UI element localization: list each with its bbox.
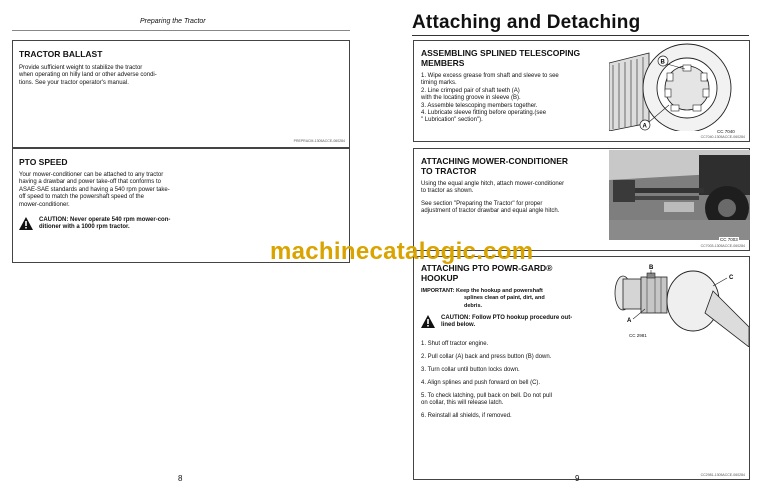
caution-line: CAUTION: Never operate 540 rpm mower-con- <box>39 217 171 223</box>
page-number: 9 <box>575 474 580 483</box>
step-line: 6. Reinstall all shields, if removed. <box>421 412 512 419</box>
title-line: HOOKUP <box>421 273 459 283</box>
step-line: 3. Assemble telescoping members together. <box>421 102 538 109</box>
step-line: 4. Lubricate sleeve fitting before operating.(see <box>421 110 547 117</box>
body-line: See section "Preparing the Tractor" for proper <box>421 200 543 207</box>
body-line: Provide sufficient weight to stabilize the tractor <box>19 65 143 71</box>
section-title <box>421 48 580 68</box>
body-line: tions. See your tractor operator's manual. <box>19 79 129 86</box>
step-list <box>421 341 621 426</box>
step-line: 3. Turn collar until button locks down. <box>421 366 520 373</box>
step-line: 5. To check latching, pull back on bell. Do not pull <box>421 392 552 399</box>
body-line: Using the equal angle hitch, attach mower-conditioner <box>421 181 565 187</box>
doc-code: CC7003-1305ACCE-060284 <box>700 244 745 248</box>
section-body <box>421 181 611 216</box>
figure-label: CC 2981 <box>629 333 647 338</box>
callout-b: B <box>660 59 665 66</box>
figure-label: CC 7040 <box>717 129 735 134</box>
caution-block <box>421 315 572 330</box>
title-line: TO TRACTOR <box>421 166 477 176</box>
doc-code: CC2981-1305ACCE-060284 <box>700 473 745 477</box>
page-title: Attaching and Detaching <box>412 12 641 33</box>
title-line: ASSEMBLING SPLINED TELESCOPING <box>421 48 581 58</box>
step-line: on collar, this will release latch. <box>421 400 504 407</box>
doc-code: CC7040-1305ACCE-060284 <box>700 135 745 139</box>
callout-a: A <box>627 318 632 324</box>
caution-line: ditioner with a 1000 rpm tractor. <box>39 224 130 231</box>
tractor-hitch-photo <box>609 150 750 240</box>
warning-icon <box>19 217 33 230</box>
important-note <box>421 288 611 310</box>
step-line: 2. Line crimped pair of shaft teeth (A) <box>421 87 520 94</box>
important-line: splines clean of paint, dirt, and <box>464 295 545 302</box>
section-title <box>421 156 568 176</box>
step-line: 2. Pull collar (A) back and press button (B) down. <box>421 353 552 360</box>
step-line: 1. Wipe excess grease from shaft and sleeve to see <box>421 73 559 79</box>
caution-block <box>19 217 170 232</box>
step-line: timing marks. <box>421 80 457 87</box>
step-line: " Lubrication" section"). <box>421 117 483 124</box>
callout-b: B <box>649 265 654 271</box>
pto-hookup-section <box>413 256 750 480</box>
important-line: IMPORTANT: Keep the hookup and powershaft <box>421 288 543 294</box>
caution-line: CAUTION: Follow PTO hookup procedure out- <box>441 315 573 321</box>
section-body <box>19 172 229 209</box>
step-line: with the locating groove in sleeve (B). <box>421 95 521 102</box>
body-line: adjustment of tractor drawbar and equal angle hitch. <box>421 208 560 215</box>
splined-section <box>413 40 750 142</box>
body-line: off speed to match the powershaft speed of the <box>19 194 144 201</box>
section-title <box>421 263 552 283</box>
body-line: mower-conditioner. <box>19 201 70 208</box>
title-line: MEMBERS <box>421 58 465 68</box>
body-line: to tractor as shown. <box>421 188 474 195</box>
running-head: Preparing the Tractor <box>140 18 206 25</box>
callout-c: C <box>729 275 734 281</box>
step-line: 1. Shut off tractor engine. <box>421 341 489 347</box>
caution-line: lined below. <box>441 322 476 329</box>
body-line: having a drawbar and power take-off that conforms to <box>19 179 161 186</box>
header-rule <box>12 30 350 31</box>
attaching-section <box>413 148 750 251</box>
body-line: Your mower-conditioner can be attached to any tractor <box>19 172 164 178</box>
body-line: ASAE-SAE standards and having a 540 rpm power take- <box>19 186 170 193</box>
section-body <box>19 65 219 87</box>
warning-icon <box>421 315 435 328</box>
title-rule <box>412 35 749 36</box>
doc-code: PREPRACM-1305ACCE-060284 <box>293 139 345 143</box>
splined-shaft-illustration <box>609 43 749 131</box>
title-line: ATTACHING MOWER-CONDITIONER <box>421 156 569 166</box>
tractor-ballast-section <box>12 40 350 148</box>
section-title: TRACTOR BALLAST <box>19 49 103 59</box>
figure-label: CC 7003 <box>720 237 738 242</box>
important-line: debris. <box>464 302 483 309</box>
page-number: 8 <box>178 474 183 483</box>
watermark: machinecatalogic.com <box>270 238 534 265</box>
step-list <box>421 73 611 125</box>
body-line: when operating on hilly land or other adverse condi- <box>19 72 157 79</box>
section-title: PTO SPEED <box>19 157 68 167</box>
title-line: ATTACHING PTO POWR-GARD® <box>421 263 553 273</box>
step-line: 4. Align splines and push forward on bell (C). <box>421 379 541 386</box>
callout-a: A <box>642 123 647 130</box>
